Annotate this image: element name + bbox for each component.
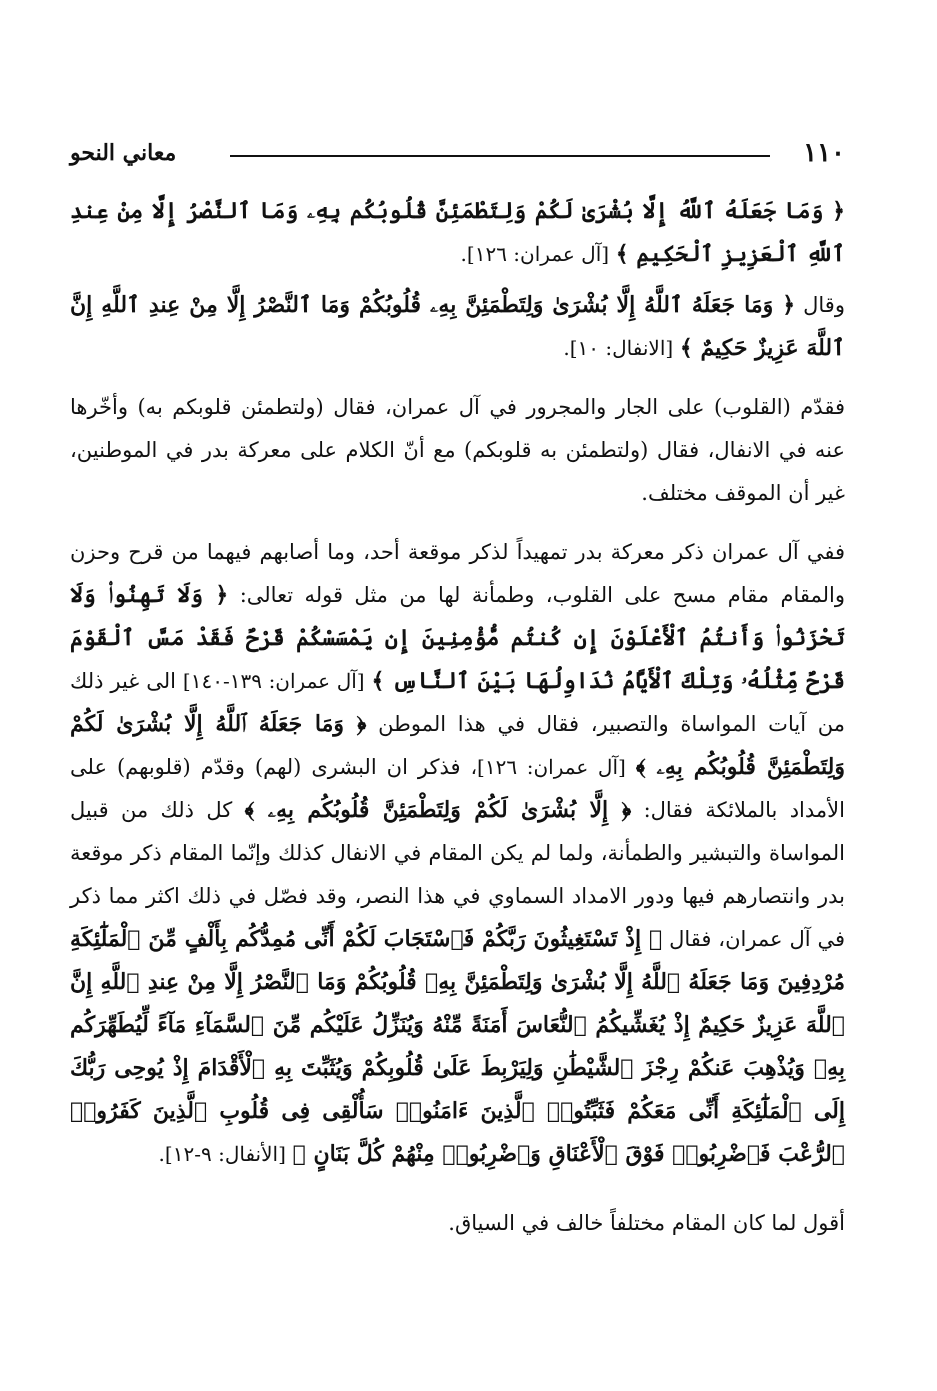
header-rule xyxy=(230,155,770,157)
paragraph-context xyxy=(70,531,845,1176)
verse-reference: [الانفال: ١٠]. xyxy=(563,336,674,360)
quran-verse: ﴿ إِذْ تَسْتَغِيثُونَ رَبَّكُمْ فَٱسْتَجَابَ لَكُمْ أَنِّى مُمِدُّكُم بِأَلْفٍ مِّنَ ٱلْمَلَٰٓئِكَةِ مُرْدِفِينَ وَمَا جَعَلَهُ ٱللَّهُ إِلَّا بُشْرَىٰ وَلِتَطْمَئِنَّ بِهِۦ قُلُوبُكُمْ وَمَا ٱلنَّصْرُ إِلَّا مِنْ عِندِ ٱللَّهِ إِنَّ ٱللَّهَ عَزِيزٌ حَكِيمٌ إِذْ يُغَشِّيكُمُ ٱلنُّعَاسَ أَمَنَةً مِّنْهُ وَيُنَزِّلُ عَلَيْكُم مِّنَ ٱلسَّمَآءِ مَآءً لِّيُطَهِّرَكُم بِهِۦ وَيُذْهِبَ عَنكُمْ رِجْزَ ٱلشَّيْطَٰنِ وَلِيَرْبِطَ عَلَىٰ قُلُوبِكُمْ وَيُثَبِّتَ بِهِ ٱلْأَقْدَامَ إِذْ يُوحِى رَبُّكَ إِلَى ٱلْمَلَٰٓئِكَةِ أَنِّى مَعَكُمْ فَثَبِّتُوا۟ ٱلَّذِينَ ءَامَنُوا۟ سَأُلْقِى فِى قُلُوبِ ٱلَّذِينَ كَفَرُوا۟ ٱلرُّعْبَ فَٱضْرِبُوا۟ فَوْقَ ٱلْأَعْنَاقِ وَٱضْرِبُوا۟ مِنْهُمْ كُلَّ بَنَانٍ ﴾ xyxy=(70,926,845,1167)
quran-verse: ﴿ وَمَا جَعَلَهُ ٱللَّهُ إِلَّا بُشْرَىٰ وَلِتَطْمَئِنَّ بِهِۦ قُلُوبُكُمْ وَمَا ٱلنَّصْرُ إِلَّا مِنْ عِندِ ٱللَّهِ إِنَّ ٱللَّهَ عَزِيزٌ حَكِيمٌ ﴾ xyxy=(70,292,845,361)
verse-reference: [الأنفال: ٩-١٢]. xyxy=(158,1142,286,1166)
verse-reference: [آل عمران: ١٢٦]. xyxy=(460,242,610,266)
page-header xyxy=(70,138,845,172)
paragraph-conclusion: أقول لما كان المقام مختلفاً خالف في السياق. xyxy=(448,1211,845,1235)
running-title: معاني النحو xyxy=(70,140,177,166)
intro-text: وقال xyxy=(803,293,845,317)
paragraph-comparison: فقدّم (القلوب) على الجار والمجرور في آل عمران، فقال (ولتطمئن قلوبكم به) وأخّرها عنه في الانفال، فقال (ولتطمئن به قلوبكم) مع أنّ الكلام على معركة بدر في الموطنين، غير أن الموقف مختلف. xyxy=(70,395,845,505)
quran-verse: ﴿ وَلَا تَهِنُوا۟ وَلَا تَحْزَنُوا۟ وَأَنتُمُ ٱلْأَعْلَوْنَ إِن كُنتُم مُّؤْمِنِينَ إِن يَمْسَسْكُمْ قَرْحٌ فَقَدْ مَسَّ ٱلْقَوْمَ قَرْحٌ مِّثْلُهُۥ وَتِلْكَ ٱلْأَيَّامُ نُدَاوِلُهَا بَيْنَ ٱلنَّاسِ ﴾ xyxy=(70,582,845,694)
body-text: فذكر ان البشرى (لهم) وقدّم (قلوبهم) على الأمداد بالملائكة فقال: xyxy=(70,755,845,822)
verse-reference: [آل عمران: ١٣٩-١٤٠] xyxy=(182,669,365,693)
verse-reference: [آل عمران: ١٢٦]، xyxy=(470,755,626,779)
quran-verse: ﴿ إِلَّا بُشْرَىٰ لَكُمْ وَلِتَطْمَئِنَّ قُلُوبُكُم بِهِۦ ﴾ xyxy=(244,797,632,823)
body-text: ففي آل عمران ذكر معركة بدر تمهيداً لذكر موقعة أحد، وما أصابهم فيهما من قرح وحزن والمقام مقام مسح على القلوب، وطمأنة لها من مثل قوله تعالى: xyxy=(70,540,845,607)
body-text: الى غير ذلك من آيات المواساة والتصبير، فقال في هذا الموطن xyxy=(70,669,845,736)
quran-verse: ﴿ وَمَا جَعَلَهُ ٱللَّهُ إِلَّا بُشْرَىٰ لَكُمْ وَلِتَطْمَئِنَّ قُلُوبُكُم بِهِۦ وَمَا ٱلنَّصْرُ إِلَّا مِنْ عِندِ ٱللَّهِ ٱلْعَزِيزِ ٱلْحَكِيمِ ﴾ xyxy=(70,198,845,267)
page-number: ١١٠ xyxy=(803,138,845,168)
page-body xyxy=(70,190,845,1266)
quran-quote-al-imran-126 xyxy=(70,190,845,276)
book-page xyxy=(70,0,845,1391)
quran-verse: ﴿ وَمَا جَعَلَهُ ٱللَّهُ إِلَّا بُشْرَىٰ لَكُمْ وَلِتَطْمَئِنَّ قُلُوبُكُم بِهِۦ ﴾ xyxy=(70,711,845,780)
quran-quote-anfal-10 xyxy=(70,284,845,370)
body-text: كل ذلك من قبيل المواساة والتبشير والطمأنة، ولما لم يكن المقام في الانفال كذلك وإنّما المقام ذكر موقعة بدر وانتصارهم فيها ودور الامداد السماوي في هذا النصر، وقد فصّل في ذلك اكثر مما ذكر في آل عمران، فقال xyxy=(70,798,845,951)
